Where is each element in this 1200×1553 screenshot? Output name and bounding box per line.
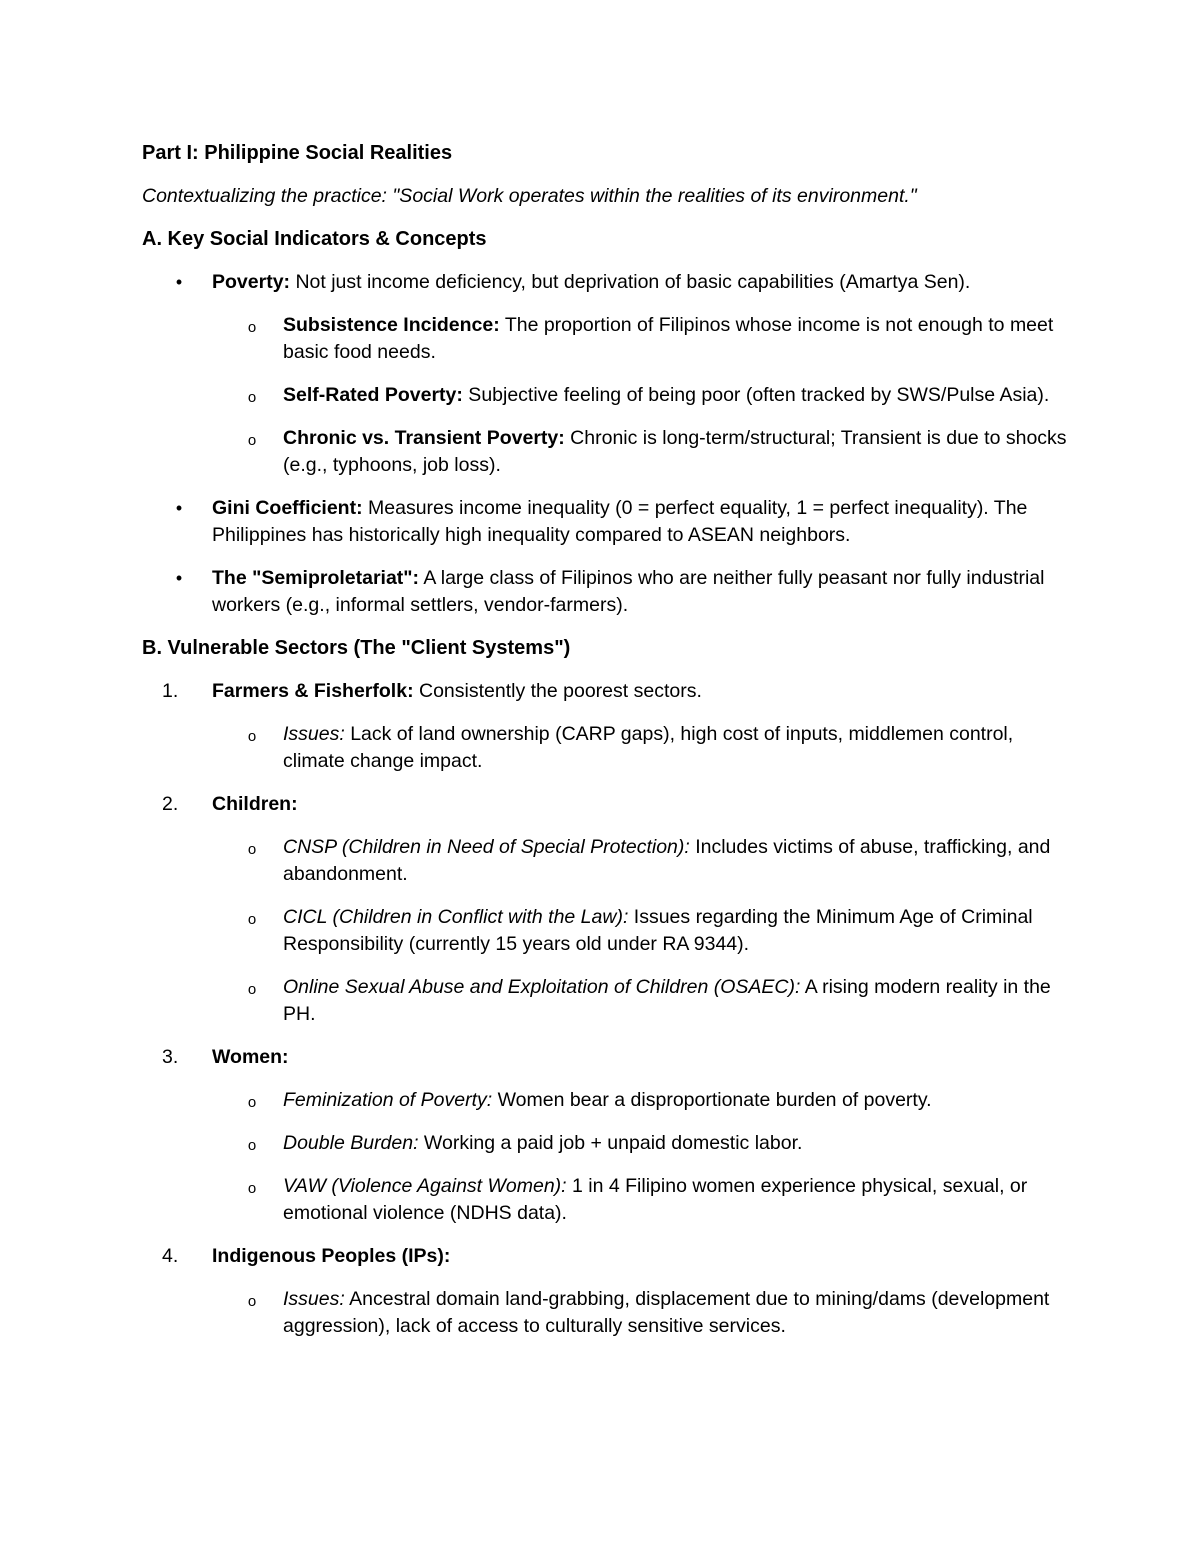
sub-bullet-icon: o [247,911,257,928]
term-text: Ancestral domain land-grabbing, displacement due to mining/dams (development aggression), lack of access to culturally sensitive services. [283,1288,1050,1337]
bullet-item-gini [142,495,1072,549]
sub-bullet-icon: o [247,841,257,858]
bullet-icon: • [175,568,183,588]
sub-item-osaec [142,974,1072,1028]
sub-item-cicl [142,904,1072,958]
sub-item-farmers-issues [142,721,1072,775]
sub-item-ip-issues [142,1286,1072,1340]
sub-bullet-icon: o [247,1180,257,1197]
item-number: 2. [162,793,179,815]
term-label: CICL (Children in Conflict with the Law): [283,906,629,928]
term-text: Chronic is long-term/structural; Transient is due to shocks (e.g., typhoons, job loss). [283,427,1067,476]
term-label: Subsistence Incidence: [283,314,500,336]
bullet-icon: • [175,498,183,518]
term-text: Includes victims of abuse, trafficking, and abandonment. [283,836,1051,885]
item-number: 3. [162,1046,179,1068]
sub-bullet-icon: o [247,1094,257,1111]
page-subtitle: Contextualizing the practice: "Social Work operates within the realities of its environment." [142,185,917,207]
sub-bullet-icon: o [247,1137,257,1154]
term-label: Issues: [283,723,345,745]
term-label: Gini Coefficient: [212,497,363,519]
sub-bullet-icon: o [247,319,257,336]
term-text: Measures income inequality (0 = perfect equality, 1 = perfect inequality). The Philippines has historically high inequality compared to ASEAN neighbors. [212,497,1028,546]
term-label: The "Semiproletariat": [212,567,420,589]
numbered-item-farmers [142,678,1072,705]
term-text: Issues regarding the Minimum Age of Criminal Responsibility (currently 15 years old under RA 9344). [283,906,1033,955]
term-label: Indigenous Peoples (IPs): [212,1245,451,1267]
term-text: The proportion of Filipinos whose income is not enough to meet basic food needs. [283,314,1054,363]
sub-item-subsistence-incidence [142,312,1072,366]
sub-item-feminization [142,1087,1072,1114]
term-label: Children: [212,793,298,815]
sub-bullet-icon: o [247,432,257,449]
sub-bullet-icon: o [247,1293,257,1310]
term-text: Subjective feeling of being poor (often tracked by SWS/Pulse Asia). [462,384,1050,406]
section-a-heading: A. Key Social Indicators & Concepts [142,228,487,250]
term-text: 1 in 4 Filipino women experience physical, sexual, or emotional violence (NDHS data). [283,1175,1028,1224]
term-label: Feminization of Poverty: [283,1089,493,1111]
sub-bullet-icon: o [247,981,257,998]
document-content [142,140,1072,1356]
page-title: Part I: Philippine Social Realities [142,142,453,164]
numbered-item-indigenous-peoples [142,1243,1072,1270]
term-text: Not just income deficiency, but deprivation of basic capabilities (Amartya Sen). [290,271,971,293]
term-label: Self-Rated Poverty: [283,384,463,406]
sub-bullet-icon: o [247,728,257,745]
term-label: Women: [212,1046,289,1068]
sub-item-self-rated-poverty [142,382,1072,409]
term-label: Poverty: [212,271,291,293]
sub-item-chronic-vs-transient [142,425,1072,479]
term-text: Women bear a disproportionate burden of poverty. [492,1089,932,1111]
term-label: VAW (Violence Against Women): [283,1175,567,1197]
term-label: Issues: [283,1288,345,1310]
term-text: A rising modern reality in the PH. [283,976,1051,1025]
term-label: Double Burden: [283,1132,419,1154]
sub-bullet-icon: o [247,389,257,406]
sub-item-double-burden [142,1130,1072,1157]
sub-item-vaw [142,1173,1072,1227]
term-text: Consistently the poorest sectors. [413,680,702,702]
bullet-item-semiproletariat [142,565,1072,619]
bullet-item-poverty [142,269,1072,296]
item-number: 4. [162,1245,179,1267]
term-text: Working a paid job + unpaid domestic labor. [418,1132,803,1154]
term-text: A large class of Filipinos who are neither fully peasant nor fully industrial workers (e.g., informal settlers, vendor-farmers). [212,567,1045,616]
section-b-heading: B. Vulnerable Sectors (The "Client Systems") [142,637,571,659]
numbered-item-women [142,1044,1072,1071]
term-text: Lack of land ownership (CARP gaps), high cost of inputs, middlemen control, climate change impact. [283,723,1014,772]
item-number: 1. [162,680,179,702]
sub-item-cnsp [142,834,1072,888]
term-label: Chronic vs. Transient Poverty: [283,427,565,449]
term-label: Online Sexual Abuse and Exploitation of Children (OSAEC): [283,976,801,998]
term-label: CNSP (Children in Need of Special Protection): [283,836,690,858]
term-label: Farmers & Fisherfolk: [212,680,414,702]
numbered-item-children [142,791,1072,818]
bullet-icon: • [175,272,183,292]
